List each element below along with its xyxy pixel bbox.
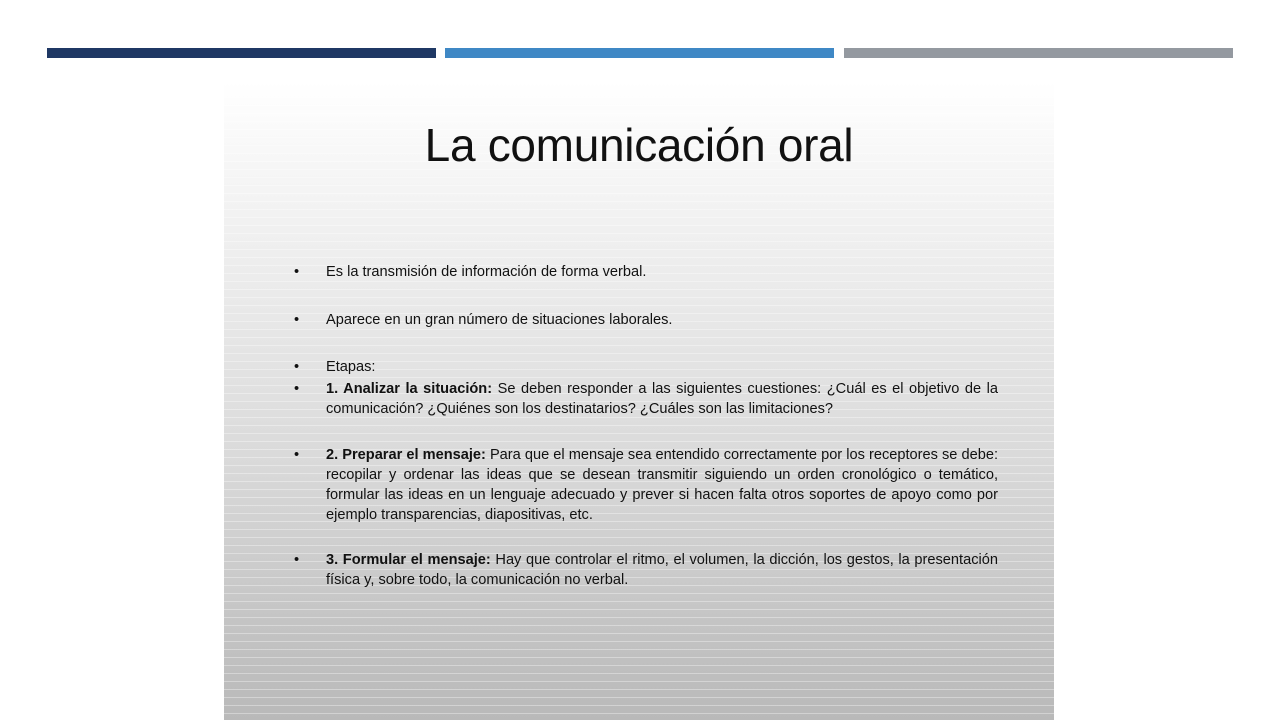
bullet-item	[294, 310, 998, 330]
bullet-lead: 2. Preparar el mensaje:	[326, 447, 486, 463]
bullet-marker: •	[294, 447, 300, 463]
bullet-item	[294, 357, 998, 377]
bullet-marker: •	[294, 312, 300, 328]
bullet-lead: 1. Analizar la situación:	[326, 381, 493, 397]
header-bar-dark-blue	[47, 48, 436, 58]
header-bar-gray	[844, 48, 1233, 58]
bullet-item	[294, 262, 998, 282]
bullet-marker: •	[294, 552, 300, 568]
bullet-marker: •	[294, 264, 300, 280]
bullet-text: Etapas:	[326, 359, 376, 375]
bullet-text: 1. Analizar la situación: Se deben responder a las siguientes cuestiones: ¿Cuál es el objetivo de la comunicación? ¿Quiénes son los destinatarios? ¿Cuáles son las limitaciones?	[326, 381, 998, 417]
bullet-item	[294, 550, 998, 590]
bullet-marker: •	[294, 381, 300, 397]
bullet-lead: 3. Formular el mensaje:	[326, 552, 491, 568]
bullet-marker: •	[294, 359, 300, 375]
header-bar-light-blue	[445, 48, 834, 58]
slide-title: La comunicación oral	[424, 119, 854, 171]
bullet-text: 2. Preparar el mensaje: Para que el mensaje sea entendido correctamente por los receptores se debe: recopilar y ordenar las ideas que se desean transmitir siguiendo un orden cronológico o temático, formular las ideas en un lenguaje adecuado y prever si hacen falta otros soportes de apoyo como por ejemplo transparencias, diapositivas, etc.	[326, 447, 999, 523]
slide-image	[224, 82, 1054, 720]
bullet-text: 3. Formular el mensaje: Hay que controlar el ritmo, el volumen, la dicción, los gestos, la presentación física y, sobre todo, la comunicación no verbal.	[326, 552, 998, 588]
bullet-item	[294, 445, 998, 525]
bullet-text: Es la transmisión de información de forma verbal.	[326, 264, 647, 280]
bullet-item	[294, 379, 998, 419]
bullet-text: Aparece en un gran número de situaciones laborales.	[326, 312, 673, 328]
bullet-list	[224, 82, 1054, 720]
